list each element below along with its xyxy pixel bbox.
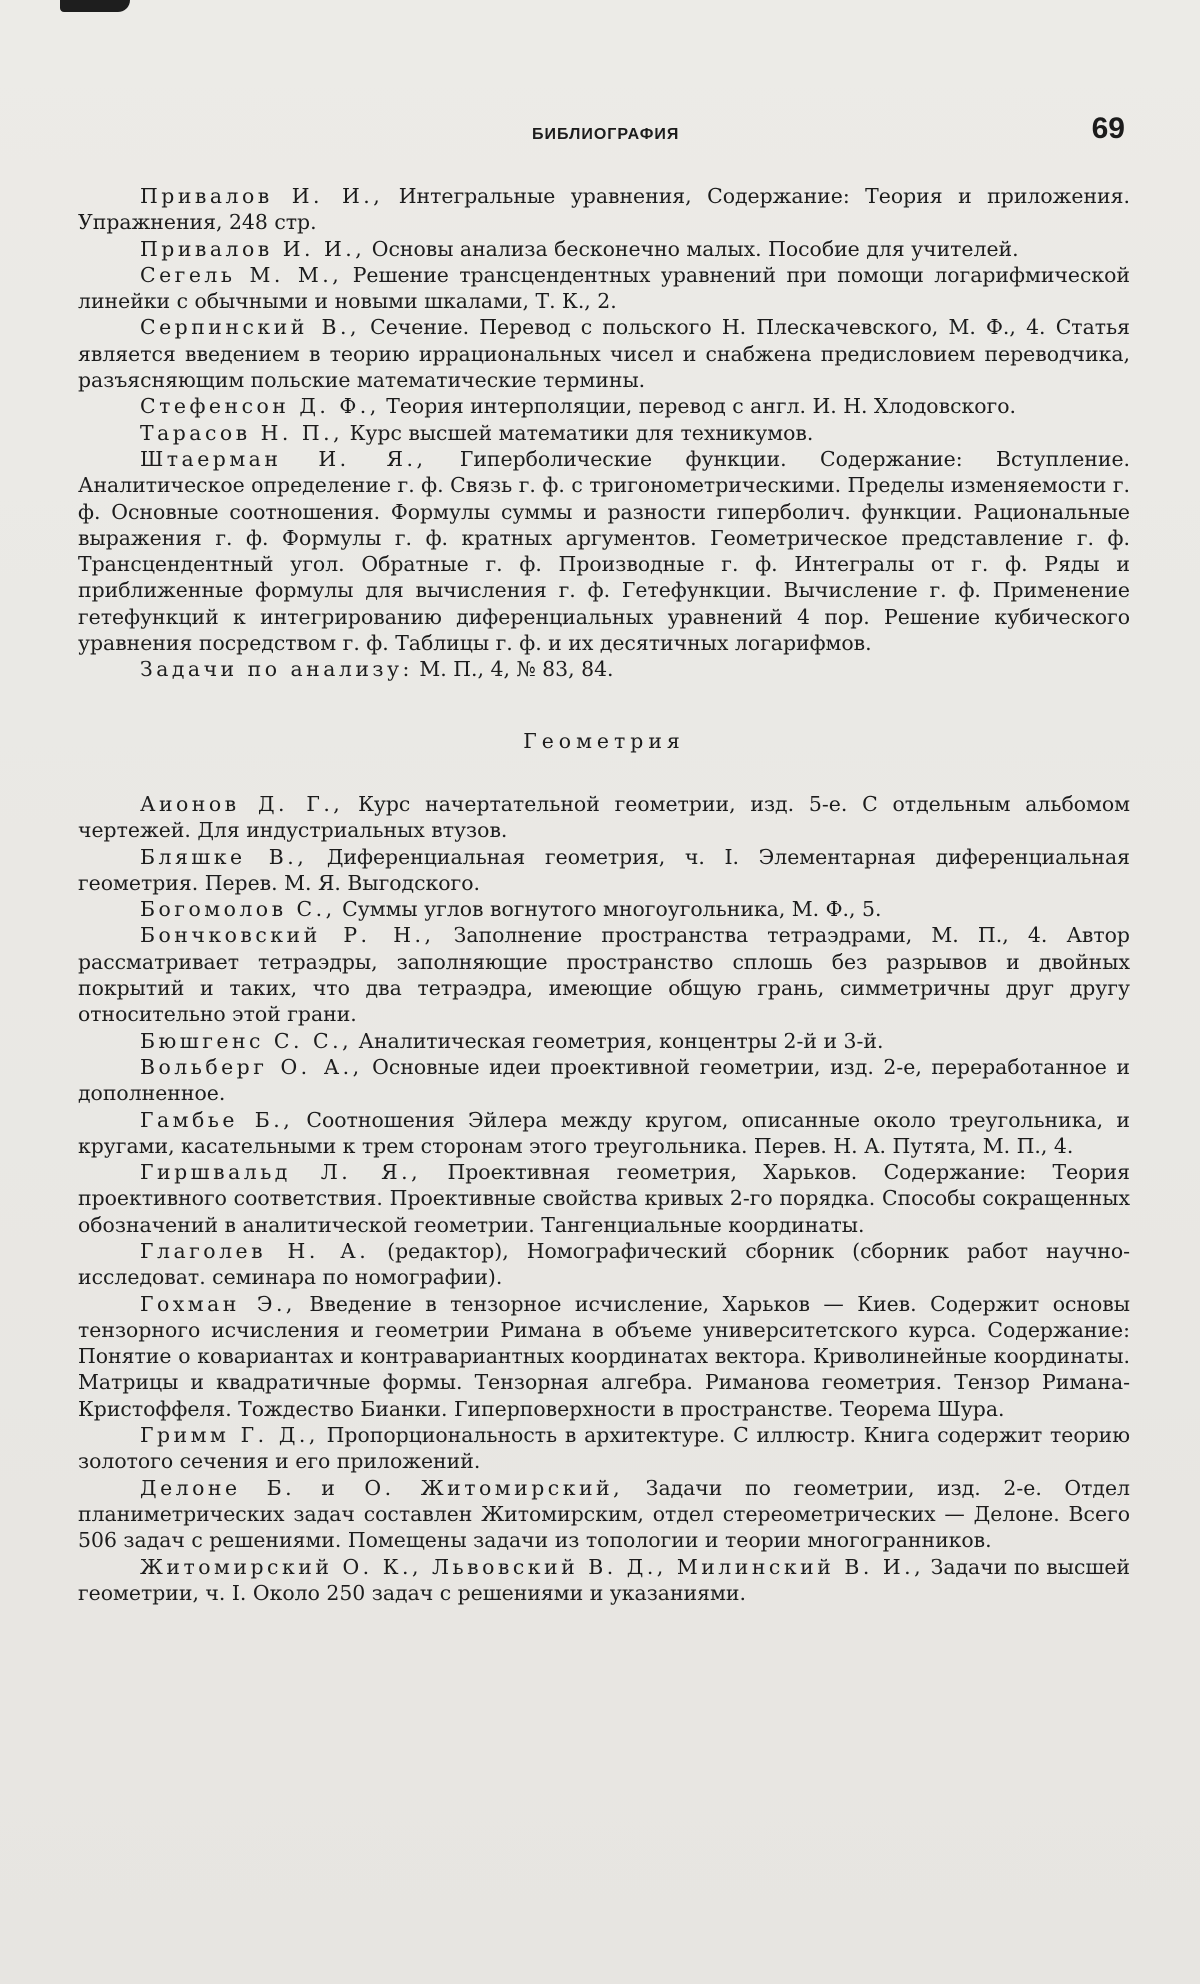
entry-author: Серпинский В., <box>140 315 360 339</box>
bibliography-entry <box>78 183 1130 236</box>
bibliography-entry <box>78 1475 1130 1554</box>
bibliography-entry <box>78 1554 1130 1607</box>
bibliography-entry <box>78 262 1130 315</box>
entry-text: Задачи по геометрии, изд. 2-е. Отдел планиметрических задач составлен Житомирским, отдел стереометрических — Делоне. Всего 506 задач с решениями. Помещены задачи из топологии и теории многогранников. <box>78 1476 1130 1553</box>
entry-author: Тарасов Н. П., <box>140 421 343 445</box>
entry-text: Основы анализа бесконечно малых. Пособие для учителей. <box>365 237 1018 261</box>
bibliography-entry <box>78 446 1130 656</box>
bibliography-entry <box>78 393 1130 419</box>
bibliography-entry <box>78 314 1130 393</box>
bibliography-entry <box>78 236 1130 262</box>
entry-author: Житомирский О. К., Львовский В. Д., Милинский В. И., <box>140 1555 924 1579</box>
entry-text: Гиперболические функции. Содержание: Вступление. Аналитическое определение г. ф. Связь г. ф. с тригонометрическими. Пределы изменяемости г. ф. Основные соотношения. Формулы суммы и разности гиперболич. функции. Рациональные выражения г. ф. Формулы г. ф. кратных аргументов. Геометрическое представление г. ф. Трансцендентный угол. Обратные г. ф. Производные г. ф. Интегралы от г. ф. Ряды и приближенные формулы для вычисления г. ф. Гетефункции. Вычисление г. ф. Применение гетефункций к интегрированию диференциальных уравнений 4 пор. Решение кубического уравнения посредством г. ф. Таблицы г. ф. и их десятичных логарифмов. <box>78 447 1130 655</box>
bibliography-entry <box>78 1159 1130 1238</box>
entry-author: Сегель М. М., <box>140 263 342 287</box>
bibliography-entry <box>78 1107 1130 1160</box>
entry-text: Заполнение пространства тетраэдрами, М. П., 4. Автор рассматривает тетраэдры, заполняющие пространство сплошь без разрывов и двойных покрытий и таких, что два тетраэдра, имеющие общую грань, симметричны друг другу относительно этой грани. <box>78 923 1130 1026</box>
entry-author: Привалов И. И., <box>140 184 383 208</box>
entry-text: Интегральные уравнения, Содержание: Теория и приложения. Упражнения, 248 стр. <box>78 184 1130 234</box>
entry-text: Введение в тензорное исчисление, Харьков — Киев. Содержит основы тензорного исчисления и геометрии Римана в объеме университетского курса. Содержание: Понятие о ковариантах и контравариантных координатах вектора. Криволинейные координаты. Матрицы и квадратичные формы. Тензорная алгебра. Риманова геометрия. Тензор Римана-Кристоффеля. Тождество Бианки. Гиперповерхности в пространстве. Теорема Шура. <box>78 1292 1130 1421</box>
entry-text: М. П., 4, № 83, 84. <box>413 657 614 681</box>
bibliography-entry <box>78 1291 1130 1422</box>
bibliography-list-analysis <box>78 183 1130 683</box>
bibliography-entry <box>78 1028 1130 1054</box>
section-title: Геометрия <box>78 728 1130 754</box>
bibliography-entry <box>78 1422 1130 1475</box>
entry-text: Проективная геометрия, Харьков. Содержание: Теория проективного соответствия. Проективные свойства кривых 2-го порядка. Способы сокращенных обозначений в аналитической геометрии. Тангенциальные координаты. <box>78 1160 1130 1237</box>
bibliography-entry <box>78 844 1130 897</box>
bibliography-entry <box>78 1238 1130 1291</box>
entry-text: Основные идеи проективной геометрии, изд. 2-е, переработанное и дополненное. <box>78 1055 1130 1105</box>
entry-author: Привалов И. И., <box>140 237 365 261</box>
running-head: БИБЛИОГРАФИЯ <box>532 126 679 144</box>
entry-text: Соотношения Эйлера между кругом, описанные около треугольника, и кругами, касательными к трем сторонам этого треугольника. Перев. Н. А. Путята, М. П., 4. <box>78 1108 1130 1158</box>
entry-text: Аналитическая геометрия, концентры 2-й и 3-й. <box>352 1029 883 1053</box>
entry-author: Бюшгенс С. С., <box>140 1029 352 1053</box>
entry-author: Гиршвальд Л. Я., <box>140 1160 421 1184</box>
bibliography-entry <box>78 656 1130 682</box>
ink-smudge <box>60 0 130 12</box>
entry-text: Курс высшей математики для техникумов. <box>343 421 813 445</box>
entry-text: Решение трансцендентных уравнений при помощи логарифмической линейки с обычными и новыми шкалами, Т. К., 2. <box>78 263 1130 313</box>
entry-author: Гамбье Б., <box>140 1108 293 1132</box>
entry-author: Аионов Д. Г., <box>140 792 343 816</box>
entry-author: Вольберг О. А., <box>140 1055 363 1079</box>
entry-text: Суммы углов вогнутого многоугольника, М. Ф., 5. <box>336 897 882 921</box>
bibliography-entry <box>78 1054 1130 1107</box>
entry-author: Гохман Э., <box>140 1292 296 1316</box>
entry-author: Штаерман И. Я., <box>140 447 426 471</box>
entry-author: Стефенсон Д. Ф., <box>140 394 380 418</box>
entry-author: Бляшке В., <box>140 845 307 869</box>
book-page <box>0 0 1200 1984</box>
bibliography-entry <box>78 922 1130 1027</box>
entry-text: (редактор), Номографический сборник (сборник работ научно-исследоват. семинара по номографии). <box>78 1239 1130 1289</box>
bibliography-entry <box>78 791 1130 844</box>
entry-author: Гримм Г. Д., <box>140 1423 319 1447</box>
bibliography-list-geometry <box>78 791 1130 1606</box>
entry-text: Курс начертательной геометрии, изд. 5-е. С отдельным альбомом чертежей. Для индустриальных втузов. <box>78 792 1130 842</box>
entry-author: Задачи по анализу: <box>140 657 413 681</box>
entry-text: Сечение. Перевод с польского Н. Плескачевского, М. Ф., 4. Статья является введением в теорию иррациональных чисел и снабжена предисловием переводчика, разъясняющим польские математические термины. <box>78 315 1130 392</box>
entry-author: Бончковский Р. Н., <box>140 923 434 947</box>
entry-author: Делоне Б. и О. Житомирский, <box>140 1476 623 1500</box>
entry-text: Диференциальная геометрия, ч. I. Элементарная диференциальная геометрия. Перев. М. Я. Выгодского. <box>78 845 1130 895</box>
entry-text: Задачи по высшей геометрии, ч. I. Около 250 задач с решениями и указаниями. <box>78 1555 1130 1605</box>
page-number: 69 <box>1092 112 1125 146</box>
entry-author: Богомолов С., <box>140 897 336 921</box>
bibliography-entry <box>78 420 1130 446</box>
entry-author: Глаголев Н. А. <box>140 1239 369 1263</box>
page-body <box>78 183 1130 1606</box>
bibliography-entry <box>78 896 1130 922</box>
entry-text: Теория интерполяции, перевод с англ. И. Н. Хлодовского. <box>380 394 1016 418</box>
entry-text: Пропорциональность в архитектуре. С иллюстр. Книга содержит теорию золотого сечения и его приложений. <box>78 1423 1130 1473</box>
page-header <box>130 108 1125 168</box>
